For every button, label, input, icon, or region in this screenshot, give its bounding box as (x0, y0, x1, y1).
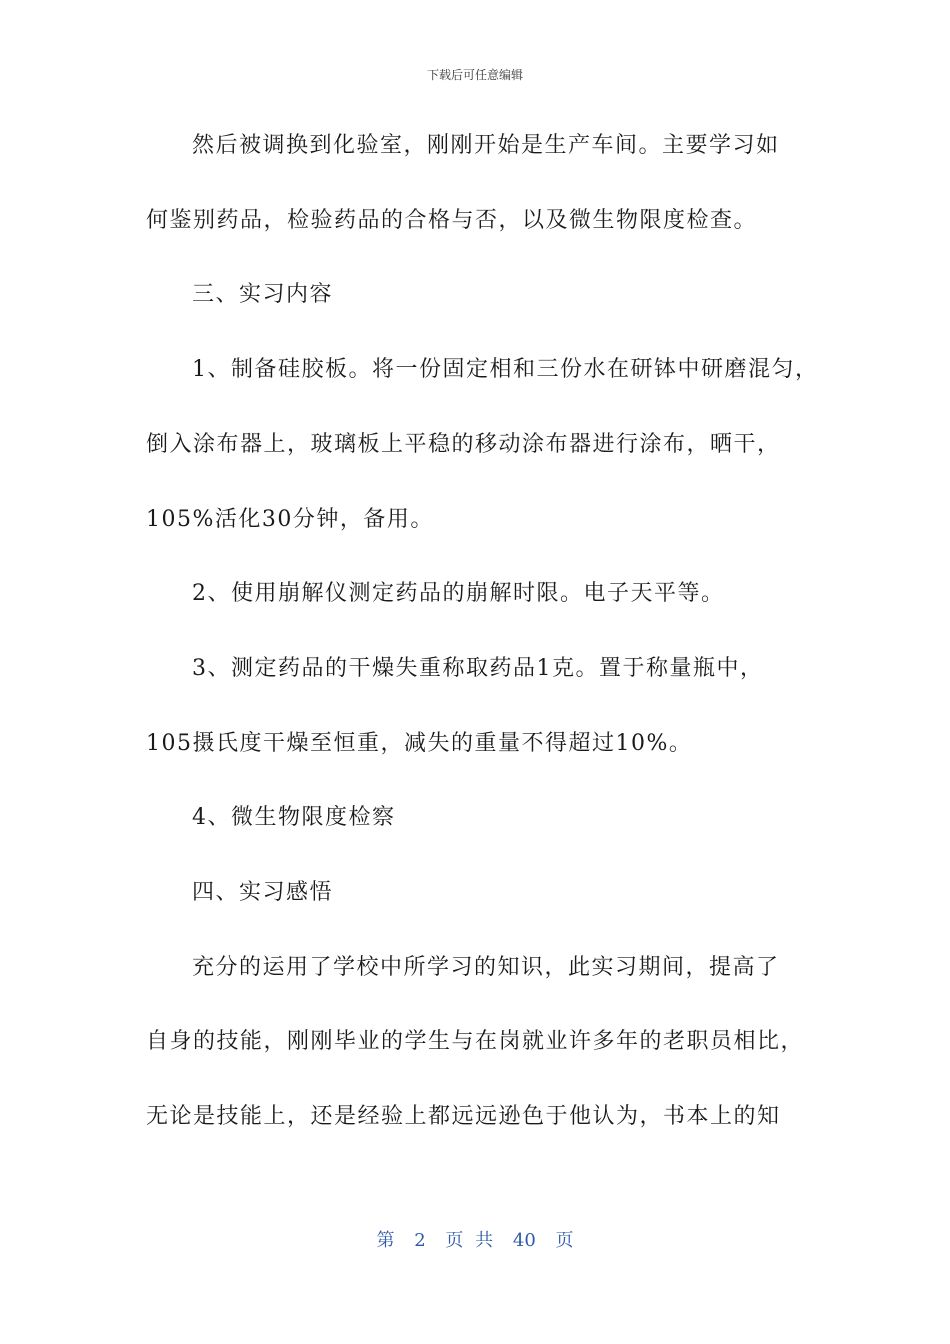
footer-prefix: 第 (376, 1230, 395, 1251)
footer-middle: 页 共 (445, 1230, 494, 1251)
text-line: 1、制备硅胶板。将一份固定相和三份水在研钵中研磨混匀， (192, 357, 819, 382)
section-heading: 三、实习内容 (192, 282, 334, 307)
text-line: 充分的运用了学校中所学习的知识，此实习期间，提高了 (192, 955, 780, 980)
footer-suffix: 页 (555, 1230, 574, 1251)
page-footer (0, 1226, 950, 1252)
header-note: 下载后可任意编辑 (426, 68, 523, 82)
text-line: 105%活化30分钟，备用。 (146, 507, 434, 532)
text-line: 然后被调换到化验室，刚刚开始是生产车间。主要学习如 (192, 133, 780, 158)
text-line: 无论是技能上，还是经验上都远远逊色于他认为，书本上的知 (146, 1104, 781, 1129)
current-page-number: 2 (414, 1230, 426, 1251)
text-line: 何鉴别药品，检验药品的合格与否，以及微生物限度检查。 (146, 208, 758, 233)
text-line: 倒入涂布器上，玻璃板上平稳的移动涂布器进行涂布，晒干， (146, 432, 781, 457)
text-line: 105摄氏度干燥至恒重，减失的重量不得超过10%。 (146, 731, 693, 756)
section-heading: 四、实习感悟 (192, 880, 334, 905)
total-page-count: 40 (512, 1230, 536, 1251)
text-line: 3、测定药品的干燥失重称取药品1克。置于称量瓶中， (192, 656, 764, 681)
text-line: 自身的技能，刚刚毕业的学生与在岗就业许多年的老职员相比， (146, 1029, 805, 1054)
text-line: 4、微生物限度检察 (192, 805, 396, 830)
text-line: 2、使用崩解仪测定药品的崩解时限。电子天平等。 (192, 581, 725, 606)
